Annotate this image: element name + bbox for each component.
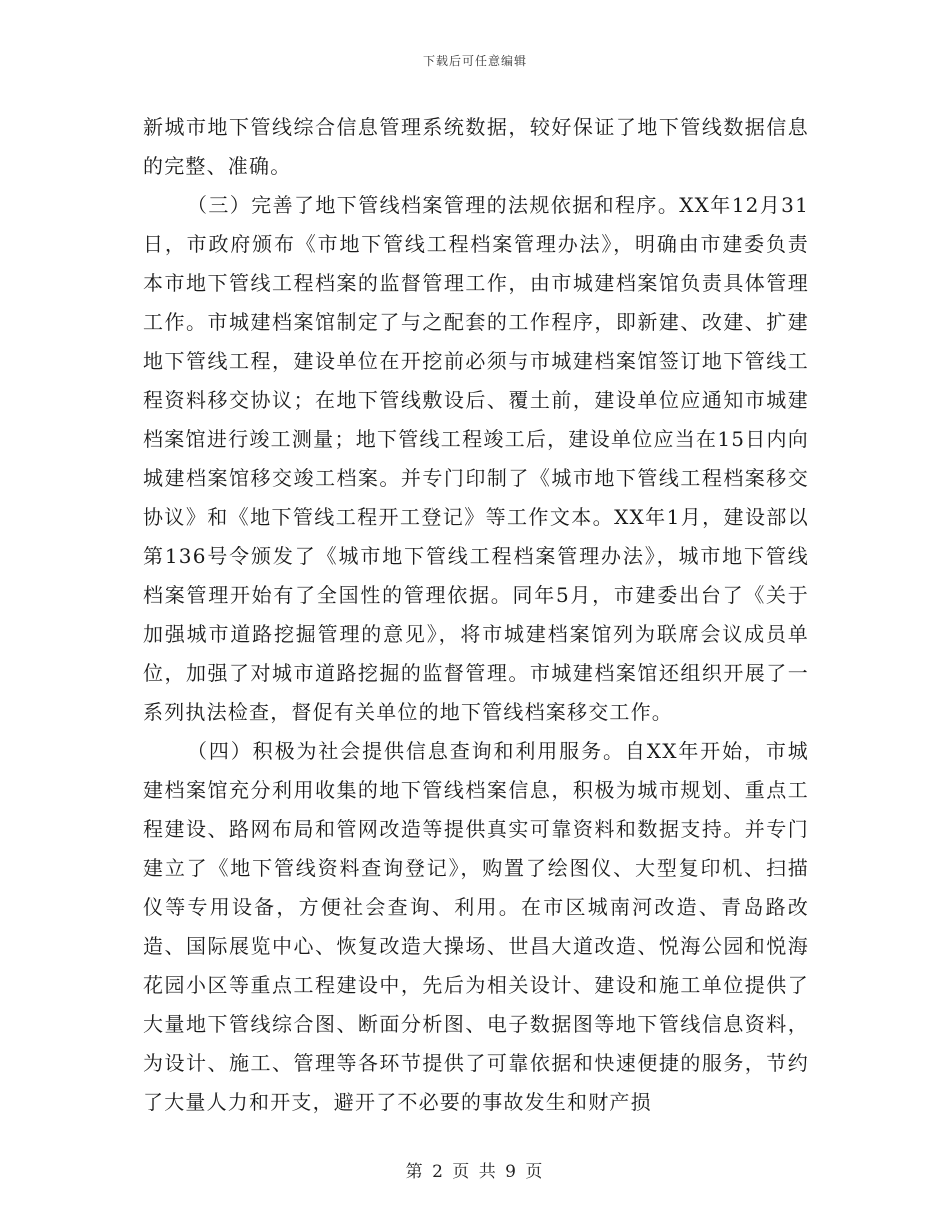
page-number: 第 2 页 共 9 页 [405,1162,545,1182]
paragraph-continued: 新城市地下管线综合信息管理系统数据，较好保证了地下管线数据信息的完整、准确。 [143,115,809,178]
page-header: 下载后可任意编辑 [422,54,527,68]
paragraph-section-3: （三）完善了地下管线档案管理的法规依据和程序。XX年12月31日，市政府颁布《市地下管线工程档案管理办法》，明确由市建委负责本市地下管线工程档案的监督管理工作，由市城建档案馆负责具体管理工作。市城建档案馆制定了与之配套的工作程序，即新建、改建、扩建地下管线工程，建设单位在开挖前必须与市城建档案馆签订地下管线工程资料移交协议；在地下管线敷设后、覆土前，建设单位应通知市城建档案馆进行竣工测量；地下管线工程竣工后，建设单位应当在15日内向城建档案馆移交竣工档案。并专门印制了《城市地下管线工程档案移交协议》和《地下管线工程开工登记》等工作文本。XX年1月，建设部以第136号令颁发了《城市地下管线工程档案管理办法》，城市地下管线档案管理开始有了全国性的管理依据。同年5月，市建委出台了《关于加强城市道路挖掘管理的意见》，将市城建档案馆列为联席会议成员单位，加强了对城市道路挖掘的监督管理。市城建档案馆还组织开展了一系列执法检查，督促有关单位的地下管线档案移交工作。 [143,193,809,724]
paragraph-section-4: （四）积极为社会提供信息查询和利用服务。自XX年开始，市城建档案馆充分利用收集的地下管线档案信息，积极为城市规划、重点工程建设、路网布局和管网改造等提供真实可靠资料和数据支持。并专门建立了《地下管线资料查询登记》，购置了绘图仪、大型复印机、扫描仪等专用设备，方便社会查询、利用。在市区城南河改造、青岛路改造、国际展览中心、恢复改造大操场、世昌大道改造、悦海公园和悦海花园小区等重点工程建设中，先后为相关设计、建设和施工单位提供了大量地下管线综合图、断面分析图、电子数据图等地下管线信息资料，为设计、施工、管理等各环节提供了可靠依据和快速便捷的服务，节约了大量人力和开支，避开了不必要的事故发生和财产损 [143,739,809,1114]
document-body [143,108,809,1122]
